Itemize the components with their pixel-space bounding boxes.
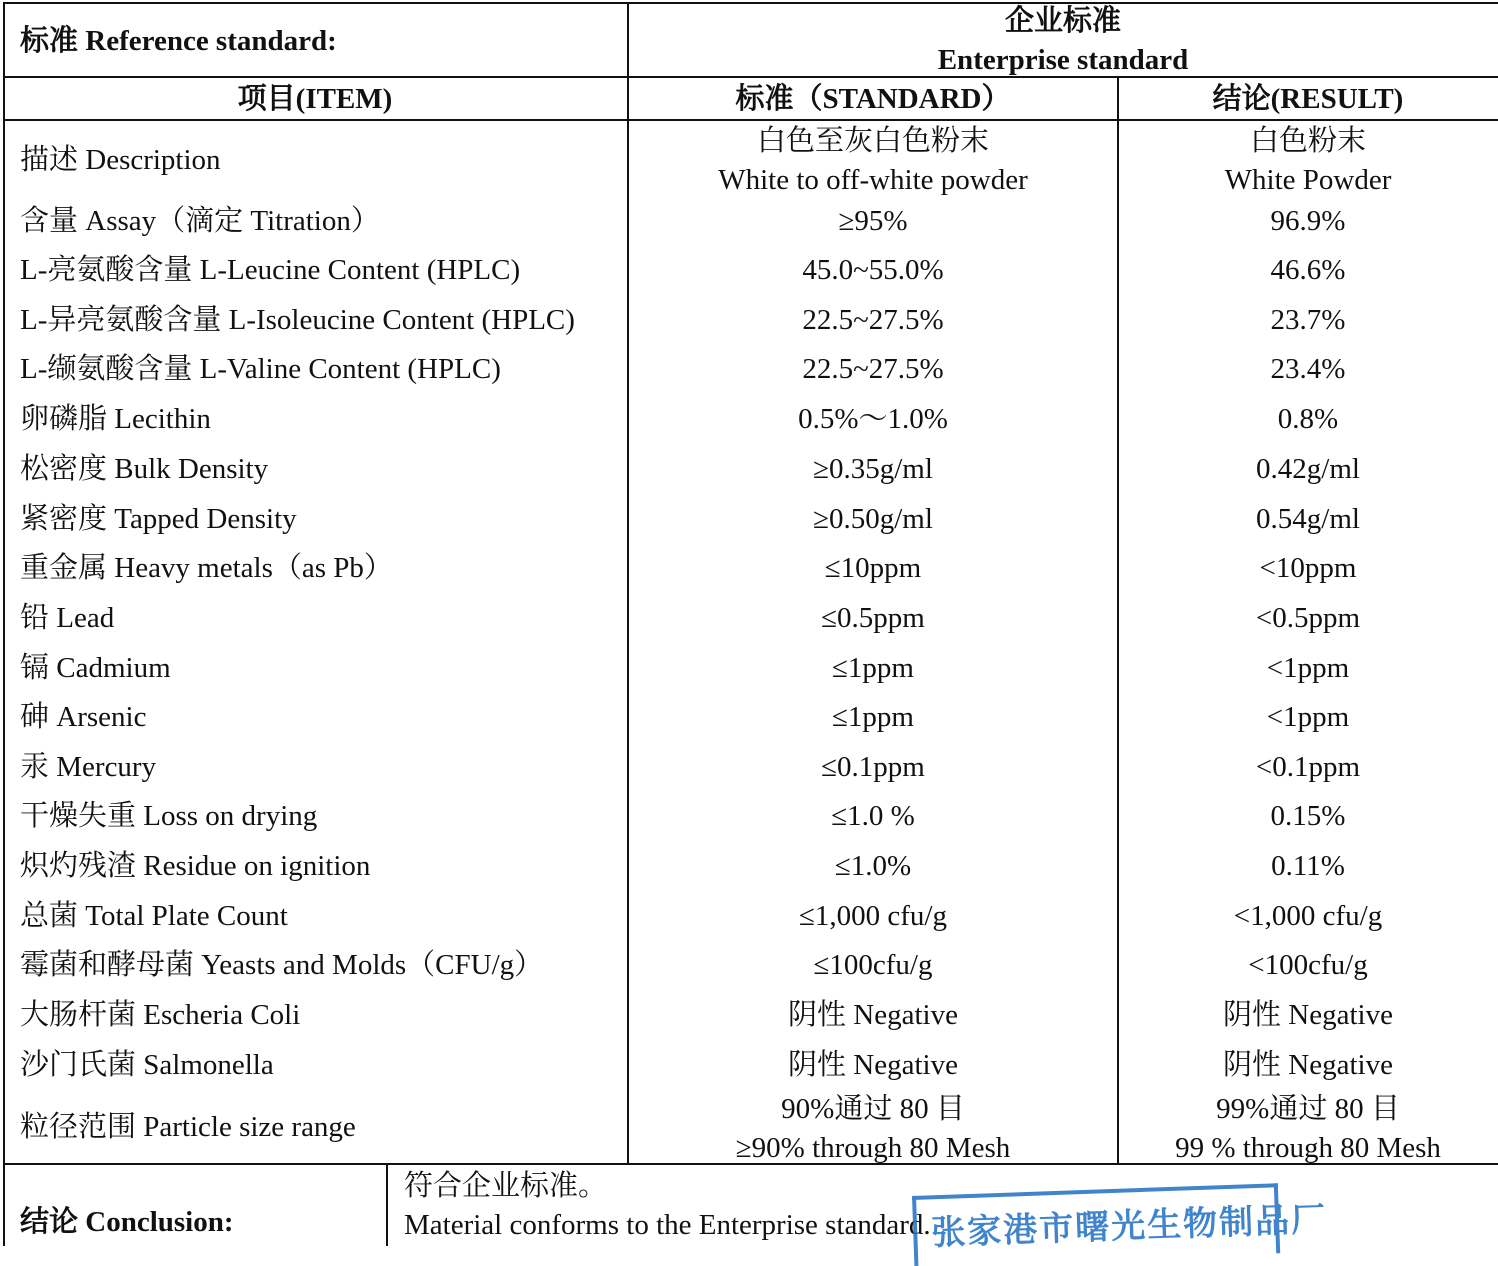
row-standard: ≤10ppm <box>824 552 922 584</box>
row-result: 白色粉末 <box>1249 125 1366 157</box>
reference-value-en: Enterprise standard <box>937 44 1189 76</box>
row-item: 卵磷脂 Lecithin <box>20 403 211 435</box>
row-standard: 白色至灰白色粉末 <box>756 125 989 157</box>
row-result: 23.7% <box>1270 304 1346 336</box>
row-standard: ≤0.1ppm <box>821 751 925 783</box>
header-standard: 标准（STANDARD） <box>735 83 1011 115</box>
row-item: 干燥失重 Loss on drying <box>20 800 318 832</box>
row-standard: 90%通过 80 目 <box>781 1093 965 1125</box>
row-item: 汞 Mercury <box>20 751 157 783</box>
row-result: 0.54g/ml <box>1256 503 1360 535</box>
row-result: <10ppm <box>1259 552 1357 584</box>
row-item: 描述 Description <box>20 144 221 176</box>
row-item: 霉菌和酵母菌 Yeasts and Molds（CFU/g） <box>20 949 544 981</box>
row-result: 46.6% <box>1270 254 1346 286</box>
conclusion-text-en: Material conforms to the Enterprise standard. <box>404 1209 931 1241</box>
row-standard: 22.5~27.5% <box>802 353 944 385</box>
row-item: L-异亮氨酸含量 L-Isoleucine Content (HPLC) <box>20 304 575 336</box>
row-item: 砷 Arsenic <box>20 701 147 733</box>
row-result: 0.11% <box>1271 850 1345 882</box>
row-result: <100cfu/g <box>1248 949 1368 981</box>
row-result: 23.4% <box>1270 353 1346 385</box>
row-standard: ≤1.0 % <box>831 800 915 832</box>
header-result: 结论(RESULT) <box>1212 83 1404 115</box>
row-item: 炽灼残渣 Residue on ignition <box>20 850 371 882</box>
row-standard: ≥0.50g/ml <box>813 503 933 535</box>
row-result: <1ppm <box>1266 652 1350 684</box>
conclusion-text-cn: 符合企业标准。 <box>404 1170 608 1202</box>
reference-label: 标准 Reference standard: <box>20 25 337 57</box>
row-result: 0.42g/ml <box>1256 453 1360 485</box>
row-item: 重金属 Heavy metals（as Pb） <box>20 552 393 584</box>
row-item: 大肠杆菌 Escheria Coli <box>20 999 301 1031</box>
row-item: L-亮氨酸含量 L-Leucine Content (HPLC) <box>20 254 521 286</box>
row-item: 松密度 Bulk Density <box>20 453 269 485</box>
row-result-en: 99 % through 80 Mesh <box>1175 1132 1441 1164</box>
row-standard: 阴性 Negative <box>788 999 958 1031</box>
company-stamp: 张家港市曙光生物制品厂 <box>912 1183 1280 1266</box>
row-standard: ≤0.5ppm <box>821 602 925 634</box>
row-item: 总菌 Total Plate Count <box>20 900 288 932</box>
row-standard: ≤1ppm <box>832 652 914 684</box>
row-standard: ≤1ppm <box>832 701 914 733</box>
row-standard: 0.5%～1.0% <box>798 403 948 435</box>
row-item: 粒径范围 Particle size range <box>20 1111 356 1143</box>
row-standard-en: White to off-white powder <box>718 164 1028 196</box>
row-result: <1ppm <box>1266 701 1350 733</box>
row-result: 阴性 Negative <box>1223 999 1393 1031</box>
row-standard: ≥95% <box>838 205 908 237</box>
row-standard: 22.5~27.5% <box>802 304 944 336</box>
header-item: 项目(ITEM) <box>237 83 393 115</box>
row-standard: 阴性 Negative <box>788 1049 958 1081</box>
row-item: L-缬氨酸含量 L-Valine Content (HPLC) <box>20 353 501 385</box>
row-result: <0.5ppm <box>1255 602 1361 634</box>
row-standard-en: ≥90% through 80 Mesh <box>735 1132 1011 1164</box>
row-standard: 45.0~55.0% <box>802 254 944 286</box>
row-result: <1,000 cfu/g <box>1233 900 1383 932</box>
reference-value-cn: 企业标准 <box>1004 5 1121 37</box>
row-result: 阴性 Negative <box>1223 1049 1393 1081</box>
row-standard: ≤1,000 cfu/g <box>798 900 947 932</box>
row-standard: ≥0.35g/ml <box>813 453 933 485</box>
row-item: 镉 Cadmium <box>20 652 171 684</box>
divider-colheads <box>3 119 1498 121</box>
row-result: <0.1ppm <box>1255 751 1361 783</box>
row-item: 含量 Assay（滴定 Titration） <box>20 205 380 237</box>
row-result: 99%通过 80 目 <box>1216 1093 1400 1125</box>
row-item: 紧密度 Tapped Density <box>20 503 297 535</box>
conclusion-divider <box>386 1164 388 1246</box>
conclusion-label: 结论 Conclusion: <box>20 1206 234 1238</box>
row-result-en: White Powder <box>1224 164 1392 196</box>
row-item: 沙门氏菌 Salmonella <box>20 1049 274 1081</box>
row-standard: ≤100cfu/g <box>813 949 933 981</box>
border-left <box>3 2 5 1246</box>
row-result: 96.9% <box>1270 205 1346 237</box>
row-result: 0.8% <box>1277 403 1339 435</box>
row-standard: ≤1.0% <box>834 850 912 882</box>
row-result: 0.15% <box>1270 800 1346 832</box>
row-item: 铅 Lead <box>20 602 115 634</box>
